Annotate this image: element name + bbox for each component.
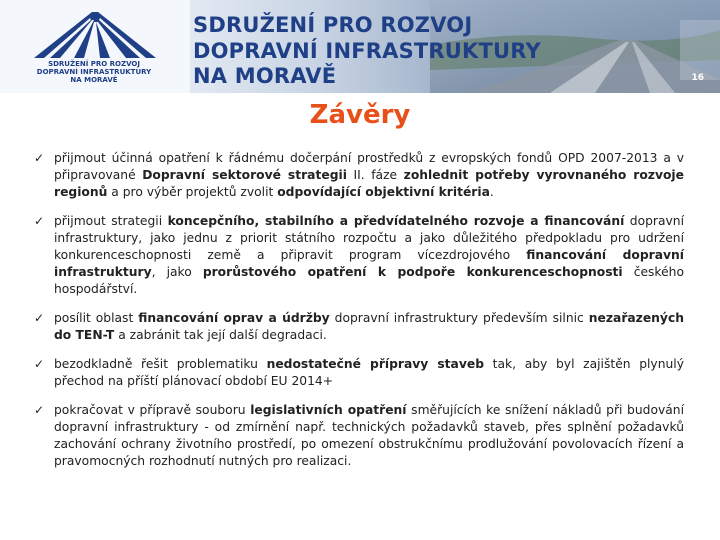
header-title-line2: DOPRAVNÍ INFRASTRUKTURY (193, 39, 541, 63)
emphasis-text: nezařazených do TEN-T (54, 311, 684, 342)
check-icon: ✓ (34, 357, 45, 371)
body-text: a pro výběr projektů zvolit (107, 185, 278, 199)
body-text: II. fáze (346, 168, 404, 182)
body-text: . (489, 185, 494, 199)
body-text: dopravní infrastruktury, jako jednu z priorit státního rozpočtu a jako důležitého předpokladu pro udržení konkurenceschopnosti země a připravit program vícezdrojového (54, 214, 684, 262)
body-text: pokračovat v přípravě souboru (54, 403, 251, 417)
emphasis-text: Dopravní sektorové strategii (142, 168, 347, 182)
list-item (34, 310, 684, 344)
list-item (34, 213, 684, 298)
body-text: přijmout strategii (54, 214, 168, 228)
list-item (34, 402, 684, 470)
check-icon: ✓ (34, 403, 45, 417)
logo-text-line2: DOPRAVNÍ INFRASTRUKTURY (36, 68, 152, 76)
emphasis-text: koncepčního, stabilního a předvídatelného rozvoje a financování (167, 214, 625, 228)
body-text: bezodkladně řešit problematiku (54, 357, 267, 371)
list-item (34, 150, 684, 201)
check-icon: ✓ (34, 311, 45, 325)
emphasis-text: nedostatečné přípravy staveb (266, 357, 484, 371)
emphasis-text: odpovídající objektivní kritéria (277, 185, 490, 199)
logo (0, 0, 190, 93)
emphasis-text: zohlednit potřeby vyrovnaného rozvoje regionů (54, 168, 684, 199)
body-text: tak, aby byl zajištěn plynulý přechod na příští plánovací období EU 2014+ (54, 357, 684, 388)
logo-text-line3: NA MORAVĚ (70, 76, 118, 84)
list-item (34, 356, 684, 390)
header-title-line1: SDRUŽENÍ PRO ROZVOJ (193, 13, 473, 37)
body-text: přijmout účinná opatření k řádnému dočerpání prostředků z evropských fondů OPD 2007-2013 a v připravované (54, 151, 684, 182)
body-text: dopravní infrastruktury především silnic (329, 311, 589, 325)
check-icon: ✓ (34, 151, 45, 165)
emphasis-text: financování dopravní infrastruktury (54, 248, 684, 279)
body-text: , jako (151, 265, 203, 279)
logo-text-line1: SDRUŽENÍ PRO ROZVOJ (48, 60, 140, 68)
header-title-line3: NA MORAVĚ (193, 64, 337, 88)
slide-title: Závěry (309, 100, 411, 130)
check-icon: ✓ (34, 214, 45, 228)
page-number: 16 (691, 73, 704, 83)
emphasis-text: prorůstového opatření k podpoře konkurenceschopnosti (202, 265, 623, 279)
conclusions-list (34, 150, 684, 482)
body-text: a zabránit tak její další degradaci. (114, 328, 327, 342)
emphasis-text: financování oprav a údržby (138, 311, 330, 325)
body-text: českého hospodářství. (54, 265, 684, 296)
slide-header (0, 0, 720, 93)
emphasis-text: legislativních opatření (250, 403, 407, 417)
road-logo-icon (30, 8, 160, 60)
body-text: posílit oblast (54, 311, 139, 325)
body-text: směřujících ke snížení nákladů při budování dopravní infrastruktury - od zmírnění např. technických požadavků staveb, přes splnění požadavků zachování ochrany životního prostředí, po omezení obstrukčnímu prodlužování povolovacích řízení a pravomocných rozhodnutí nutných pro realizaci. (54, 403, 685, 468)
